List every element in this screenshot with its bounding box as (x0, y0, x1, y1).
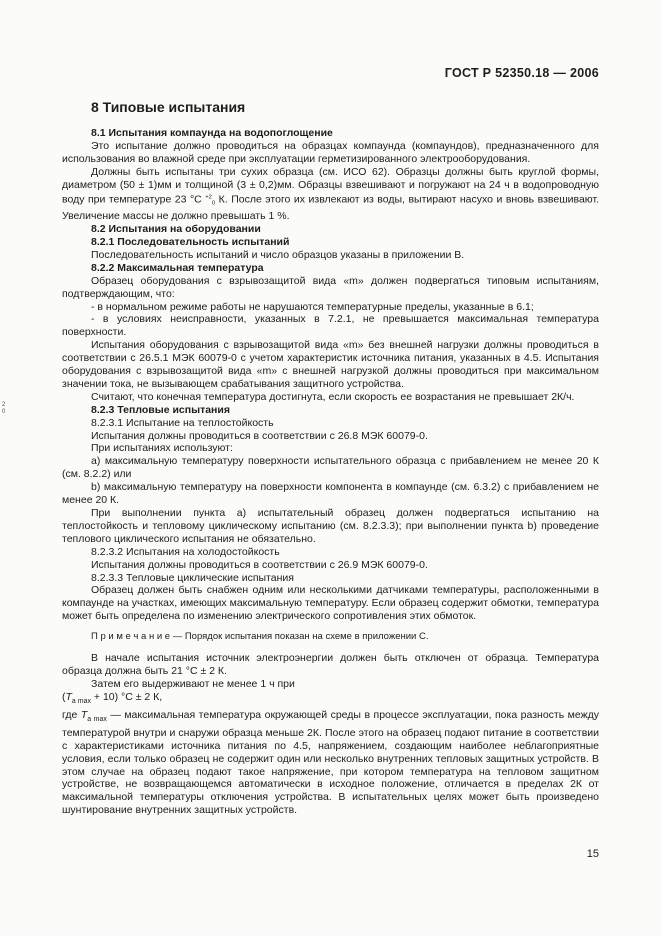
paragraph: Образец оборудования с взрывозащитой вида «m» должен подвергаться типовым испытаниям, подтверждающим, что: (62, 274, 599, 300)
paragraph: Испытания должны проводиться в соответствии с 26.8 МЭК 60079-0. (91, 429, 428, 442)
paragraph: Затем его выдерживают не менее 1 ч при (91, 677, 295, 690)
document-body (62, 127, 599, 817)
margin-mark: 2 0 (2, 402, 6, 415)
heading-8-2-3: 8.2.3 Тепловые испытания (91, 403, 230, 416)
paragraph-where: где $T_{a max}$ — максимальная температура окружающей среды в процессе эксплуатации, пока разность между температурой внутри и снаружи образца меньше 2К. После этого на образец подают питание в соответствии с характеристиками источника питания по 4.5, напряжением, создающим наиболее неблагоприятные условия, если только образец не содержит один или несколько внутренних тепловых защитных устройств. В этом случае на образец подают такое напряжение, при котором температура на тепловом защитном устройстве, не возвращающемся автоматически в исходное положение, отличается в пределах 2К от максимальной температуры отключения устройства. В испытательных целях может быть произведено шунтирование внутренних защитных устройств. (62, 708, 600, 817)
page-number: 15 (586, 848, 599, 860)
heading-8-2-1: 8.2.1 Последовательность испытаний (91, 235, 290, 248)
section-title: 8 Типовые испытания (91, 99, 246, 115)
heading-8-2-2: 8.2.2 Максимальная температура (91, 261, 264, 274)
paragraph: Испытания должны проводиться в соответствии с 26.9 МЭК 60079-0. (91, 558, 428, 571)
paragraph: При выполнении пункта а) испытательный образец должен подвергаться испытанию на теплостойкость и тепловому циклическому испытанию (см. 8.2.3.3); при выполнении пункта b) проведение теплового циклического испытания не обязательно. (62, 507, 599, 545)
list-item: b) максимальную температуру на поверхности компонента в компаунде (см. 6.3.2) с прибавлением не менее 20 К. (62, 481, 599, 507)
paragraph: Считают, что конечная температура достигнута, если скорость ее возрастания не превышает 2К/ч. (91, 390, 575, 403)
paragraph: Последовательность испытаний и число образцов указаны в приложении В. (91, 248, 465, 261)
subheading: 8.2.3.2 Испытания на холодостойкость (91, 545, 280, 558)
heading-8-2: 8.2 Испытания на оборудовании (91, 223, 261, 236)
heading-8-1: 8.1 Испытания компаунда на водопоглощение (91, 127, 333, 139)
subheading: 8.2.3.1 Испытание на теплостойкость (91, 416, 274, 429)
list-item: а) максимальную температуру поверхности испытательного образца с прибавлением не менее 20 К (см. 8.2.2) или (62, 455, 599, 481)
paragraph: При испытаниях используют: (91, 442, 233, 455)
note (62, 631, 599, 644)
document-header: ГОСТ Р 52350.18 — 2006 (444, 66, 599, 80)
formula: $(T_{a max} + 10) ^\circ С \pm 2$ К, (62, 690, 163, 705)
paragraph-samples: Должны быть испытаны три сухих образца (см. ИСО 62). Образцы должны быть круглой формы, диаметром (50 ± 1)мм и толщиной (3 ± 0,2)мм. Образцы взвешивают и погружают на 24 ч в водопроводную воду при температуре 23 °С $^{+2}_0$ К. После этого их извлекают из воды, вытирают насухо и вновь взвешивают. Увеличение массы не должно превышать 1 %. (62, 165, 599, 223)
list-item: - в нормальном режиме работы не нарушаются температурные пределы, указанные в 6.1; (91, 300, 534, 313)
paragraph: Образец должен быть снабжен одним или несколькими датчиками температуры, расположенными в компаунде на участках, имеющих максимальную температуру. Если образец содержит обмотки, температура может быть определена по изменению электрического сопротивления этих обмоток. (62, 584, 599, 623)
paragraph: Испытания оборудования с взрывозащитой вида «m» без внешней нагрузки должны проводиться в соответствии с 26.5.1 МЭК 60079-0 с учетом характеристик источника питания, указанных в 4.5. Испытания оборудования с взрывозащитой вида «m» с внешней нагрузкой должны проводиться при максимальном значении тока, не вызывающем срабатывания защитного устройства. (62, 339, 599, 390)
note-label: П р и м е ч а н и е — (91, 631, 185, 643)
subheading: 8.2.3.3 Тепловые циклические испытания (91, 571, 294, 584)
paragraph: В начале испытания источник электроэнергии должен быть отключен от образца. Температура образца должна быть 21 °С ± 2 К. (62, 652, 599, 677)
note-text: Порядок испытания показан на схеме в приложении С. (184, 631, 429, 643)
list-item: - в условиях неисправности, указанных в 7.2.1, не превышается максимальная температура поверхности. (62, 313, 599, 339)
paragraph: Это испытание должно проводиться на образцах компаунда (компаундов), предназначенного для использования во влажной среде при эксплуатации герметизированного электрооборудования. (62, 139, 599, 165)
